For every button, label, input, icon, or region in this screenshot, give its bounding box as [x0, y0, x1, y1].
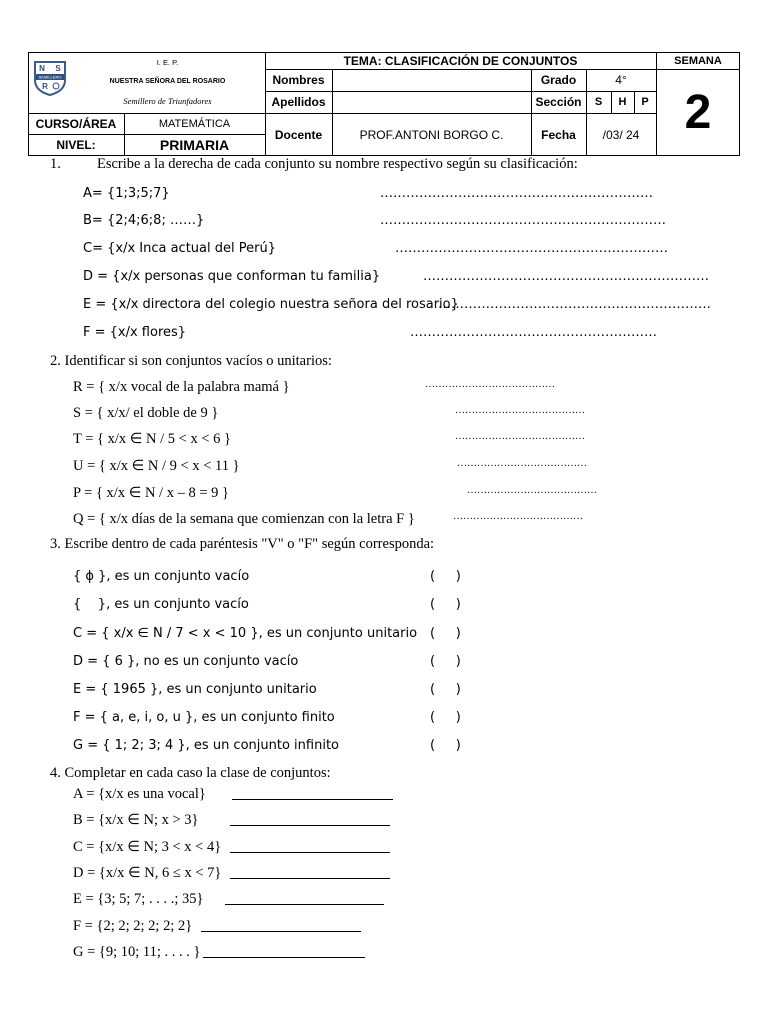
q3-paren-4[interactable]: ( ) — [430, 654, 461, 669]
semana-label: SEMANA — [674, 54, 722, 67]
curso-label: CURSO/ÁREA — [35, 116, 117, 131]
seccion-option-h[interactable]: H — [618, 96, 627, 108]
q4-item-f: F = {2; 2; 2; 2; 2; 2} — [73, 918, 193, 934]
q1-item-c: C= {x/x Inca actual del Perú} — [83, 241, 276, 256]
q4-item-b: B = {x/x ∈ N; x > 3} — [73, 812, 199, 828]
q3-paren-1[interactable]: ( ) — [430, 569, 461, 584]
q1-item-e: E = {x/x directora del colegio nuestra señora del rosario} — [83, 297, 459, 312]
q2-item-q: Q = { x/x días de la semana que comienzan con la letra F } — [73, 511, 415, 527]
q4-title: 4. Completar en cada caso la clase de conjuntos: — [50, 765, 331, 781]
q4-answer-line-g[interactable] — [203, 957, 365, 958]
nivel-label: NIVEL: — [56, 138, 96, 152]
q3-item-6: F = { a, e, i, o, u }, es un conjunto finito — [73, 710, 335, 725]
q4-answer-line-d[interactable] — [230, 878, 390, 879]
docente-value: PROF.ANTONI BORGO C. — [359, 127, 504, 142]
logo-letter-s: S — [55, 64, 61, 73]
q1-item-d: D = {x/x personas que conforman tu familia} — [83, 269, 381, 284]
q3-paren-6[interactable]: ( ) — [430, 710, 461, 725]
q2-blank-r[interactable]: ………………………………… — [425, 379, 555, 390]
seccion-option-p[interactable]: P — [641, 96, 649, 108]
q3-paren-7[interactable]: ( ) — [430, 738, 461, 753]
q3-item-5: E = { 1965 }, es un conjunto unitario — [73, 682, 317, 697]
logo-banner: SEMILLERO — [38, 74, 62, 80]
logo-letter-n: N — [39, 64, 45, 73]
shield-icon — [32, 60, 68, 96]
q3-item-1: { ϕ }, es un conjunto vacío — [73, 569, 250, 584]
q2-blank-s[interactable]: ………………………………… — [455, 405, 585, 416]
q1-blank-f[interactable]: ………………………………………………… — [410, 325, 657, 340]
apellidos-field[interactable] — [333, 92, 530, 112]
school-iep: I. E. P. — [156, 57, 179, 67]
q4-answer-line-a[interactable] — [232, 799, 393, 800]
fecha-label: Fecha — [541, 127, 576, 142]
grado-label: Grado — [540, 73, 577, 87]
q2-blank-p[interactable]: ………………………………… — [467, 485, 597, 496]
q3-item-4: D = { 6 }, no es un conjunto vacío — [73, 654, 299, 669]
q3-item-3: C = { x/x ∈ N / 7 < x < 10 }, es un conjunto unitario — [73, 626, 418, 641]
q4-item-g: G = {9; 10; 11; . . . . } — [73, 944, 201, 960]
q1-item-b: B= {2;4;6;8; ……} — [83, 213, 205, 228]
q2-blank-t[interactable]: ………………………………… — [455, 431, 585, 442]
q2-item-u: U = { x/x ∈ N / 9 < x < 11 } — [73, 458, 240, 474]
q4-item-d: D = {x/x ∈ N, 6 ≤ x < 7} — [73, 865, 222, 881]
q1-blank-b[interactable]: ………………………………………………………… — [380, 213, 666, 228]
apellidos-label: Apellidos — [271, 95, 326, 109]
nombres-field[interactable] — [333, 70, 530, 90]
q3-title: 3. Escribe dentro de cada paréntesis "V" o "F" según corresponda: — [50, 536, 435, 552]
q2-blank-q[interactable]: ………………………………… — [453, 511, 583, 522]
fecha-value: /03/ 24 — [602, 127, 640, 142]
semana-number: 2 — [684, 86, 712, 139]
q4-answer-line-e[interactable] — [225, 904, 384, 905]
seccion-label: Sección — [535, 95, 582, 109]
q2-item-s: S = { x/x/ el doble de 9 } — [73, 405, 219, 421]
q3-item-7: G = { 1; 2; 3; 4 }, es un conjunto infinito — [73, 738, 339, 753]
q2-item-r: R = { x/x vocal de la palabra mamá } — [73, 379, 290, 395]
tema-title: TEMA: CLASIFICACIÓN DE CONJUNTOS — [343, 53, 578, 68]
q4-item-c: C = {x/x ∈ N; 3 < x < 4} — [73, 839, 222, 855]
q1-title: Escribe a la derecha de cada conjunto su nombre respectivo según su clasificación: — [97, 156, 578, 172]
curso-value: MATEMÁTICA — [158, 117, 231, 130]
logo-letter-r: R — [42, 82, 48, 91]
q1-blank-c[interactable]: ……………………………………………………… — [395, 241, 668, 256]
seccion-option-s[interactable]: S — [594, 96, 603, 108]
q1-item-a: A= {1;3;5;7} — [83, 186, 170, 201]
q2-title: 2. Identificar si son conjuntos vacíos o unitarios: — [50, 353, 332, 369]
nombres-label: Nombres — [272, 73, 325, 87]
q1-number: 1. — [50, 156, 61, 172]
q4-answer-line-b[interactable] — [230, 825, 390, 826]
q1-blank-d[interactable]: ………………………………………………………… — [423, 269, 709, 284]
q4-answer-line-f[interactable] — [201, 931, 361, 932]
q2-item-p: P = { x/x ∈ N / x – 8 = 9 } — [73, 485, 229, 501]
q3-paren-5[interactable]: ( ) — [430, 682, 461, 697]
q3-paren-3[interactable]: ( ) — [430, 626, 461, 641]
q1-item-f: F = {x/x flores} — [83, 325, 187, 340]
q3-paren-2[interactable]: ( ) — [430, 597, 461, 612]
school-motto: Semillero de Triunfadores — [123, 96, 212, 106]
nivel-value: PRIMARIA — [159, 137, 230, 153]
school-name: NUESTRA SEÑORA DEL ROSARIO — [109, 77, 226, 85]
q3-item-2: { }, es un conjunto vacío — [73, 597, 249, 612]
q2-item-t: T = { x/x ∈ N / 5 < x < 6 } — [73, 431, 231, 447]
grado-value: 4° — [615, 73, 627, 87]
q1-blank-e[interactable]: ……………………………………………………… — [438, 297, 711, 312]
q1-blank-a[interactable]: ……………………………………………………… — [380, 186, 653, 201]
q4-item-a: A = {x/x es una vocal} — [73, 786, 206, 802]
q2-blank-u[interactable]: ………………………………… — [457, 458, 587, 469]
q4-answer-line-c[interactable] — [230, 852, 390, 853]
school-logo — [32, 60, 68, 96]
docente-label: Docente — [274, 127, 323, 142]
q4-item-e: E = {3; 5; 7; . . . .; 35} — [73, 891, 204, 907]
